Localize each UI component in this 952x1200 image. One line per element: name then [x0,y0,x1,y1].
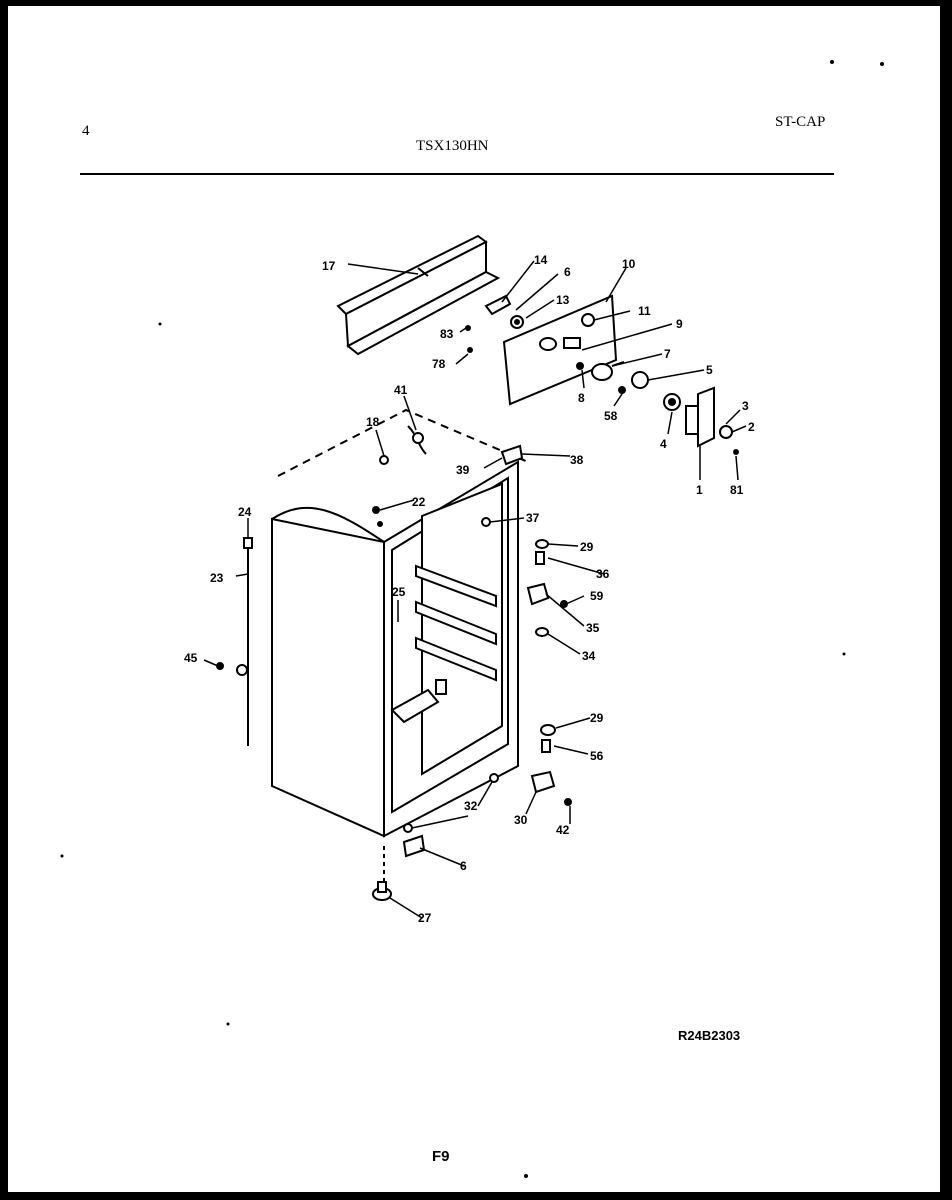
callout-27: 27 [418,911,432,925]
callout-2: 2 [748,420,755,434]
callout-38: 38 [570,453,584,467]
callout-7: 7 [664,347,671,361]
callout-36: 36 [596,567,610,581]
callout-5: 5 [706,363,713,377]
callout-24: 24 [238,505,252,519]
door-stop-rod-part [217,538,252,746]
callout-8: 8 [578,391,585,405]
callout-14: 14 [534,253,548,267]
callout-58: 58 [604,409,618,423]
parts-sheet [8,6,940,1192]
callout-42: 42 [556,823,570,837]
callout-37: 37 [526,511,540,525]
section-code: ST-CAP [775,114,826,130]
page-mark: F9 [432,1148,450,1165]
callout-41: 41 [394,383,408,397]
callout-10: 10 [622,257,636,271]
callout-59: 59 [590,589,604,603]
callout-6-top: 6 [564,265,571,279]
callout-83: 83 [440,327,454,341]
callout-32: 32 [464,799,478,813]
callout-39: 39 [456,463,470,477]
cabinet-part [272,410,528,836]
top-cover-part [338,236,498,354]
callout-34: 34 [582,649,596,663]
callout-45: 45 [184,651,198,665]
control-panel-part [504,296,616,404]
callout-56: 56 [590,749,604,763]
callout-17: 17 [322,259,336,273]
right-hinge-parts [528,540,571,805]
callout-22: 22 [412,495,426,509]
callout-29-bottom: 29 [590,711,604,725]
page-number: 4 [82,123,90,139]
light-socket-part [686,388,738,454]
callout-3: 3 [742,399,749,413]
hinge-bracket-part [486,296,523,328]
exploded-parts-diagram [8,6,940,1192]
thermostat-part [577,362,680,410]
callout-78: 78 [432,357,446,371]
callout-35: 35 [586,621,600,635]
model-number: TSX130HN [416,138,489,154]
callout-13: 13 [556,293,570,307]
callout-25: 25 [392,585,406,599]
callout-23: 23 [210,571,224,585]
callout-4: 4 [660,437,667,451]
callout-6-bottom: 6 [460,859,467,873]
callout-81: 81 [730,483,744,497]
callout-18: 18 [366,415,380,429]
drawing-reference: R24B2303 [678,1028,741,1043]
callout-1: 1 [696,483,703,497]
callout-11: 11 [638,304,651,318]
callout-30: 30 [514,813,528,827]
callout-29-top: 29 [580,540,594,554]
callout-9: 9 [676,317,683,331]
